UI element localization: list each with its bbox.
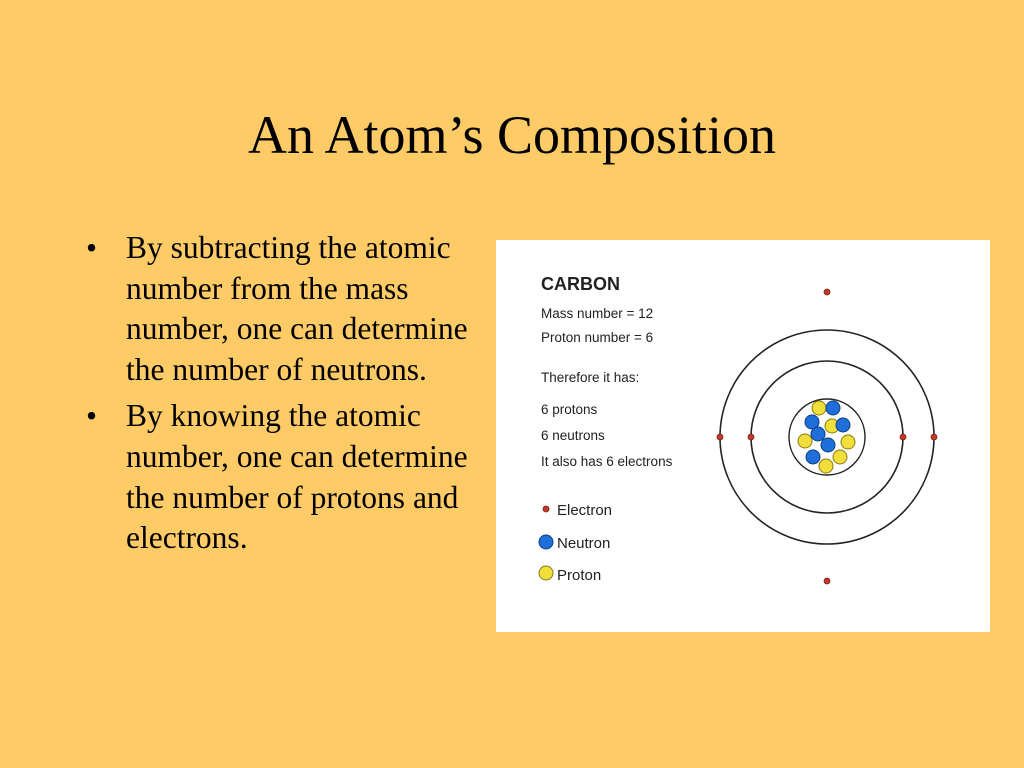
neutrons-label: 6 neutrons <box>541 428 605 443</box>
carbon-atom-figure <box>496 240 990 632</box>
electron <box>748 434 754 440</box>
therefore-label: Therefore it has: <box>541 370 640 385</box>
neutron <box>836 418 850 432</box>
electrons-label: It also has 6 electrons <box>541 454 673 469</box>
proton <box>833 450 847 464</box>
electron <box>931 434 937 440</box>
bullet-item <box>86 228 498 390</box>
figure-heading: CARBON <box>541 274 620 294</box>
bullet-text: By knowing the atomic number, one can determine the number of protons and electrons. <box>126 398 468 556</box>
legend-proton-label: Proton <box>557 567 602 584</box>
proton <box>812 401 826 415</box>
proton <box>798 434 812 448</box>
bullet-marker: • <box>86 398 98 434</box>
proton <box>841 435 855 449</box>
legend-electron-icon <box>543 506 549 512</box>
bullet-item <box>86 396 498 558</box>
legend-neutron-icon <box>539 535 553 549</box>
neutron <box>811 427 825 441</box>
mass-number-label: Mass number = 12 <box>541 306 654 321</box>
legend-neutron-label: Neutron <box>557 535 611 552</box>
bullet-list <box>86 228 498 565</box>
inner-orbit <box>751 361 903 513</box>
electron <box>900 434 906 440</box>
slide-title: An Atom’s Composition <box>247 105 777 165</box>
neutron <box>806 450 820 464</box>
legend-proton-icon <box>539 566 553 580</box>
bullet-marker: • <box>86 230 98 265</box>
electron <box>824 289 830 295</box>
protons-label: 6 protons <box>541 402 598 417</box>
proton-number-label: Proton number = 6 <box>541 330 654 345</box>
electron <box>717 434 723 440</box>
neutron <box>821 438 835 452</box>
neutron <box>826 401 840 415</box>
electron <box>824 578 830 584</box>
proton <box>819 459 833 473</box>
legend-electron-label: Electron <box>557 502 613 519</box>
bullet-text: By subtracting the atomic number from the mass number, one can determine the number of neutrons. <box>126 230 468 387</box>
atom-diagram <box>496 240 990 632</box>
